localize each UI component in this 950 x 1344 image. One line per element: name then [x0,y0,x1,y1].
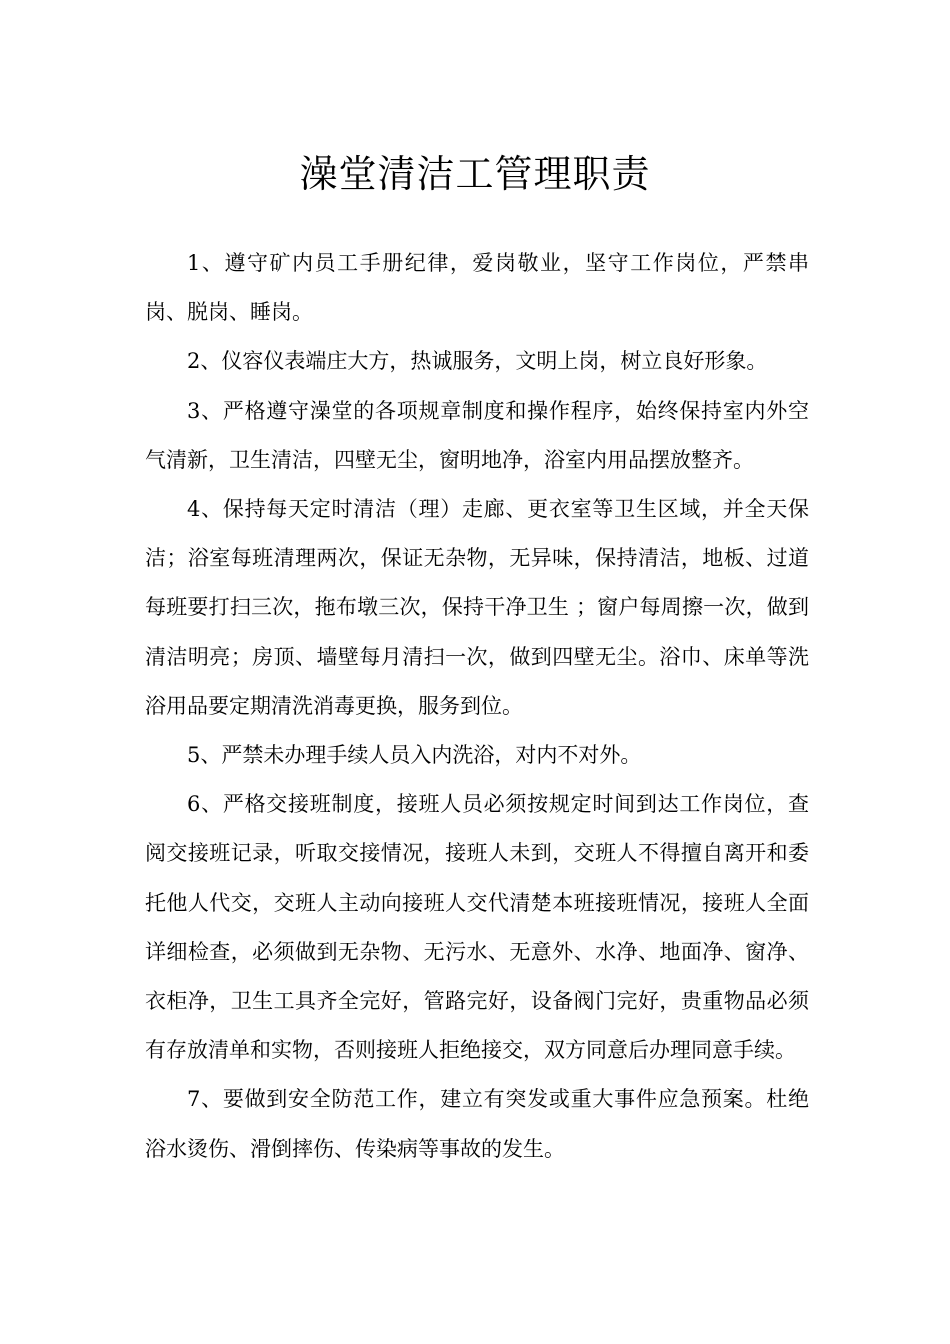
document-body [145,239,809,1174]
paragraph-5: 5、严禁未办理手续人员入内洗浴，对内不对外。 [187,743,642,768]
paragraph-6: 6、严格交接班制度，接班人员必须按规定时间到达工作岗位，查阅交接班记录，听取交接情况，接班人未到，交班人不得擅自离开和委托他人代交，交班人主动向接班人交代清楚本班接班情况，接班人全面详细检查，必须做到无杂物、无污水、无意外、水净、地面净、窗净、衣柜净，卫生工具齐全完好，管路完好，设备阀门完好，贵重物品必须有存放清单和实物，否则接班人拒绝接交，双方同意后办理同意手续。 [145,792,809,1063]
paragraph-4: 4、保持每天定时清洁（理）走廊、更衣室等卫生区域，并全天保洁；浴室每班清理两次，保证无杂物，无异味，保持清洁，地板、过道每班要打扫三次，拖布墩三次，保持干净卫生 ；窗户每周擦一次，做到清洁明亮；房顶、墙壁每月清扫一次，做到四壁无尘。浴巾、床单等洗浴用品要定期清洗消毒更换，服务到位。 [145,497,809,718]
paragraph-3: 3、严格遵守澡堂的各项规章制度和操作程序，始终保持室内外空气清新，卫生清洁，四壁无尘，窗明地净，浴室内用品摆放整齐。 [145,398,809,472]
paragraph-1: 1、遵守矿内员工手册纪律，爱岗敬业，坚守工作岗位，严禁串岗、脱岗、睡岗。 [145,251,809,325]
paragraph-2: 2、仪容仪表端庄大方，热诚服务，文明上岗，树立良好形象。 [187,349,768,374]
document-title: 澡堂清洁工管理职责 [299,152,651,196]
paragraph-7: 7、要做到安全防范工作，建立有突发或重大事件应急预案。杜绝浴水烫伤、滑倒摔伤、传染病等事故的发生。 [145,1087,809,1161]
